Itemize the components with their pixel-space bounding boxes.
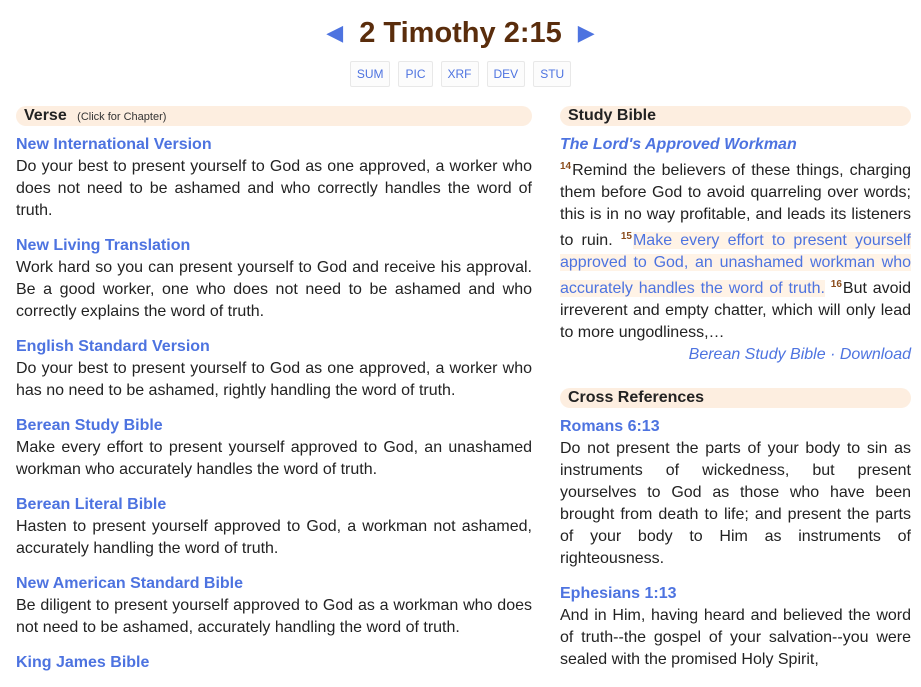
verse-section-header[interactable] [16,106,532,126]
tab-xrf[interactable]: XRF [441,61,479,87]
view-tabs [0,61,921,87]
sidebar-column [560,106,911,684]
verse-column [16,106,532,687]
version-link[interactable]: Berean Study Bible [16,417,163,434]
passage-title[interactable]: The Lord's Approved Workman [560,136,797,153]
version-block [16,652,532,674]
cross-reference-text: And in Him, having heard and believed the word of truth--the gospel of your salvation--you were sealed with the promised Holy Spirit, [560,607,911,668]
verse-15-highlighted-text[interactable]: Make every effort to present yourself approved to God, an unashamed workman who accurately handles the word of truth. [560,232,912,297]
version-block [16,573,532,639]
page-title: 2 Timothy 2:15 [359,17,562,49]
study-bible-header [560,106,911,126]
study-bible-passage [560,156,911,344]
study-bible-heading: Study Bible [568,107,657,124]
credit-source-link[interactable]: Berean Study Bible [688,346,826,363]
verse-heading: Verse [24,107,67,124]
cross-reference-link[interactable]: Romans 6:13 [560,418,660,435]
version-text: Do your best to present yourself to God as one approved, a worker who does not need to be ashamed and who correctly handles the word of truth. [16,158,532,219]
version-link[interactable]: King James Bible [16,654,150,671]
version-link[interactable]: New International Version [16,136,212,153]
version-text: Hasten to present yourself approved to God, a workman not ashamed, accurately handling the word of truth. [16,518,532,557]
verse-16-text: But avoid irreverent and empty chatter, which will only lead to more ungodliness,… [560,280,911,341]
cross-references-heading: Cross References [568,389,705,406]
version-block [16,494,532,560]
version-block [16,134,532,222]
verse-number: 16 [830,279,842,290]
verse-number: 15 [620,231,632,242]
version-link[interactable]: English Standard Version [16,338,210,355]
cross-reference-item [560,416,911,570]
download-link[interactable]: Download [839,346,911,363]
version-text: Make every effort to present yourself approved to God, an unashamed workman who accurately handles the word of truth. [16,439,532,478]
version-link[interactable]: Berean Literal Bible [16,496,167,513]
version-link[interactable]: New Living Translation [16,237,191,254]
page-header [0,14,921,52]
tab-dev[interactable]: DEV [487,61,526,87]
cross-reference-link[interactable]: Ephesians 1:13 [560,585,677,602]
verse-14-text: Remind the believers of these things, charging them before God to avoid quarreling over words; this is in no way profitable, and leads its listeners to ruin. [560,162,911,249]
version-block [16,336,532,402]
tab-sum[interactable]: SUM [350,61,391,87]
verse-subheading: (Click for Chapter) [77,111,167,123]
cross-references-header [560,388,911,408]
version-block [16,235,532,323]
previous-verse-arrow-icon[interactable]: ◀ [326,20,344,45]
verse-number: 14 [560,161,572,172]
version-text: Be diligent to present yourself approved to God as a workman who does not need to be ashamed, accurately handling the word of truth. [16,597,532,636]
version-block [16,415,532,481]
tab-pic[interactable]: PIC [398,61,432,87]
version-link[interactable]: New American Standard Bible [16,575,244,592]
cross-reference-item [560,583,911,671]
cross-reference-text: Do not present the parts of your body to sin as instruments of wickedness, but present yourselves to God as those who have been brought from death to life; and present the parts of your body to Him as instruments of righteousness. [560,440,911,567]
version-text: Do your best to present yourself to God as one approved, a worker who has no need to be ashamed, rightly handling the word of truth. [16,360,532,399]
tab-stu[interactable]: STU [533,61,571,87]
title-row [0,14,921,52]
next-verse-arrow-icon[interactable]: ▶ [577,20,595,45]
version-text: Work hard so you can present yourself to God and receive his approval. Be a good worker, one who does not need to be ashamed and who correctly explains the word of truth. [16,259,532,320]
study-bible-credit [560,344,911,366]
credit-separator: · [825,346,840,363]
